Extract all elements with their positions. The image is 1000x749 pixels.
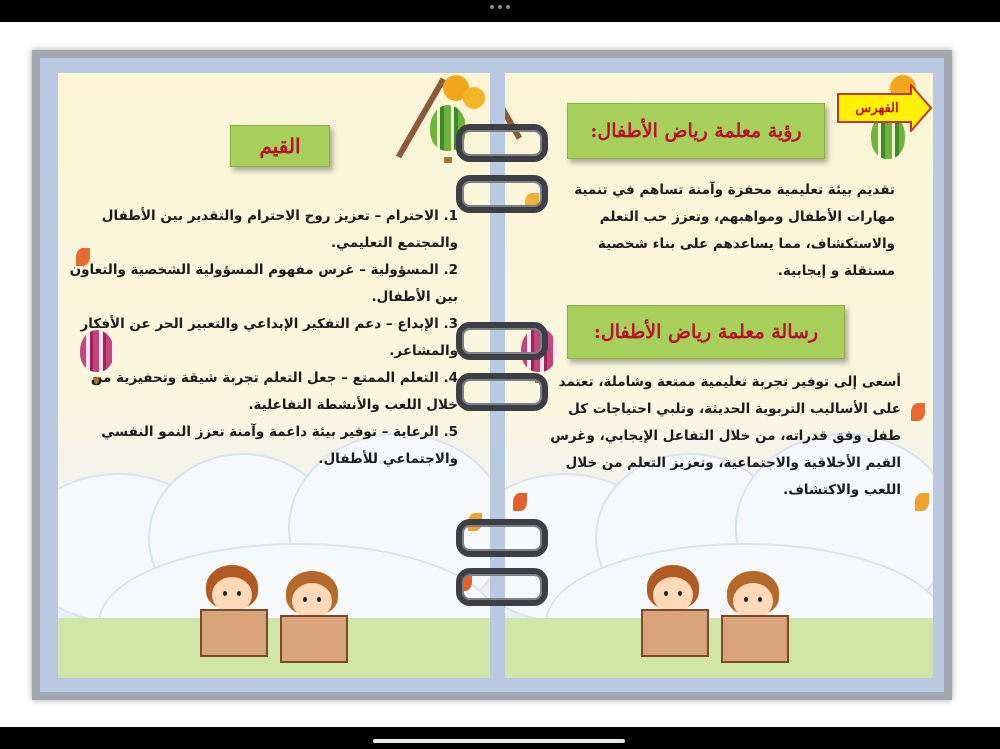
autumn-leaf [915,493,929,511]
value-item: 3. الإبداع – دعم التفكير الإبداعي والتعبير الحر عن الأفكار والمشاعر. [80,316,458,359]
girl-illustration [727,571,779,678]
vision-title [567,103,825,159]
binder-ring-icon [456,568,548,606]
boy-illustration [206,565,258,678]
more-dots-icon[interactable] [488,5,512,13]
values-title [230,125,330,167]
binder-ring-icon [456,322,548,360]
binder-ring-icon [456,373,548,411]
left-page [58,73,490,678]
vision-text: تقديم بيئة تعليمية محفزة وآمنة تساهم في تنمية مهارات الأطفال ومواهبهم، وتعزز حب التعلم والاستكشاف، مما يساعدهم على بناء شخصية مستقلة و إيجابية. [574,182,895,279]
balloon-basket [444,157,452,163]
girl-illustration [286,571,338,678]
bottom-bar [0,727,1000,749]
vision-title-text: رؤية معلمة رياض الأطفال: [590,120,802,142]
autumn-leaf [911,403,925,421]
mission-text: أسعى إلى توفير تجربة تعليمية ممتعة وشاملة، تعتمد على الأساليب التربوية الحديثة، وتلبي احتياجات كل طفل وفق قدراته، من خلال التفاعل الإيجابي، وغرس القيم الأخلاقية والاجتماعية، وتعزيز التعلم من خلال اللعب والاكتشاف. [550,374,901,498]
autumn-leaf [513,493,527,511]
value-item: 1. الاحترام – تعزيز روح الاحترام والتقدير بين الأطفال والمجتمع التعليمي. [101,208,458,251]
binder-ring-icon [456,175,548,213]
binder-ring-icon [456,124,548,162]
values-title-text: القيم [259,134,301,158]
ground [505,618,933,678]
values-list [66,203,458,473]
ground [58,618,490,678]
index-button-label: الفهرس [855,100,899,116]
right-page [505,73,933,678]
autumn-leaf [463,87,485,109]
value-item: 4. التعلم الممتع – جعل التعلم تجربة شيقة وتحفيزية من خلال اللعب والأنشطة التفاعلية. [90,370,458,413]
value-item: 2. المسؤولية – غرس مفهوم المسؤولية الشخصية والتعاون بين الأطفال. [69,262,458,305]
mission-title-text: رسالة معلمة رياض الأطفال: [593,321,819,343]
index-button[interactable] [837,84,933,132]
boy-illustration [647,565,699,678]
home-indicator[interactable] [373,739,625,743]
mission-title [567,305,845,359]
value-item: 5. الرعاية – توفير بيئة داعمة وآمنة تعزز النمو النفسي والاجتماعي للأطفال. [101,424,458,467]
binder-ring-icon [456,519,548,557]
top-bar [0,0,1000,22]
